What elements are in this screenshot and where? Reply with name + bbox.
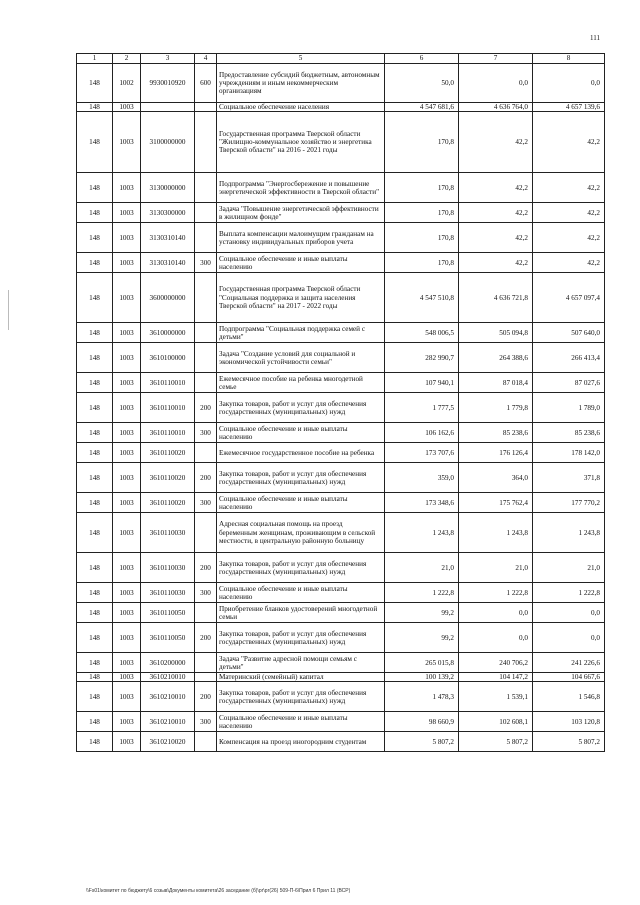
cell-col-1: 148	[77, 253, 113, 273]
cell-col-6: 173 707,6	[385, 443, 459, 463]
table-row	[77, 373, 605, 393]
cell-col-8: 1 789,0	[533, 393, 605, 423]
cell-col-1: 148	[77, 373, 113, 393]
table-row	[77, 732, 605, 752]
cell-col-8: 1 222,8	[533, 583, 605, 603]
cell-col-3: 3130310140	[141, 253, 195, 273]
cell-col-5: Социальное обеспечение и иные выплаты населению	[217, 423, 385, 443]
cell-col-1: 148	[77, 443, 113, 463]
cell-col-5: Социальное обеспечение и иные выплаты населению	[217, 253, 385, 273]
cell-col-8: 371,8	[533, 463, 605, 493]
cell-col-1: 148	[77, 273, 113, 323]
cell-col-7: 175 762,4	[459, 493, 533, 513]
cell-col-8: 266 413,4	[533, 343, 605, 373]
cell-col-3: 3610110050	[141, 603, 195, 623]
cell-col-7: 0,0	[459, 623, 533, 653]
cell-col-2: 1003	[113, 273, 141, 323]
scan-edge-mark	[8, 290, 9, 330]
cell-col-2: 1003	[113, 423, 141, 443]
cell-col-6: 1 243,8	[385, 513, 459, 553]
cell-col-5: Социальное обеспечение и иные выплаты населению	[217, 493, 385, 513]
cell-col-2: 1003	[113, 732, 141, 752]
cell-col-7: 1 222,8	[459, 583, 533, 603]
cell-col-4: 300	[195, 253, 217, 273]
cell-col-6: 170,8	[385, 253, 459, 273]
cell-col-6: 359,0	[385, 463, 459, 493]
cell-col-3: 3610000000	[141, 323, 195, 343]
cell-col-3: 3610100000	[141, 343, 195, 373]
cell-col-6: 50,0	[385, 64, 459, 103]
cell-col-2: 1003	[113, 653, 141, 673]
cell-col-7: 42,2	[459, 173, 533, 203]
column-header-4: 4	[195, 54, 217, 64]
table-row	[77, 393, 605, 423]
cell-col-4	[195, 732, 217, 752]
cell-col-2: 1003	[113, 323, 141, 343]
table-row	[77, 653, 605, 673]
cell-col-5: Государственная программа Тверской области "Социальная поддержка и защита населения Тверской области" на 2017 - 2022 годы	[217, 273, 385, 323]
cell-col-5: Закупка товаров, работ и услуг для обеспечения государственных (муниципальных) нужд	[217, 393, 385, 423]
cell-col-3: 3610110010	[141, 373, 195, 393]
cell-col-2: 1003	[113, 463, 141, 493]
cell-col-3: 3610110010	[141, 393, 195, 423]
cell-col-6: 99,2	[385, 603, 459, 623]
cell-col-4: 300	[195, 423, 217, 443]
cell-col-7: 264 388,6	[459, 343, 533, 373]
cell-col-4	[195, 273, 217, 323]
cell-col-5: Задача "Развитие адресной помощи семьям с детьми"	[217, 653, 385, 673]
cell-col-5: Социальное обеспечение и иные выплаты населению	[217, 712, 385, 732]
cell-col-1: 148	[77, 513, 113, 553]
table-row	[77, 463, 605, 493]
cell-col-5: Задача "Повышение энергетической эффективности в жилищном фонде"	[217, 203, 385, 223]
cell-col-6: 98 660,9	[385, 712, 459, 732]
cell-col-1: 148	[77, 553, 113, 583]
table-row	[77, 253, 605, 273]
cell-col-2: 1003	[113, 623, 141, 653]
table-row	[77, 712, 605, 732]
cell-col-2: 1002	[113, 64, 141, 103]
cell-col-5: Ежемесячное государственное пособие на ребенка	[217, 443, 385, 463]
cell-col-6: 21,0	[385, 553, 459, 583]
cell-col-2: 1003	[113, 712, 141, 732]
table-row	[77, 112, 605, 173]
cell-col-1: 148	[77, 112, 113, 173]
cell-col-5: Предоставление субсидий бюджетным, автономным учреждениям и иным некоммерческим организациям	[217, 64, 385, 103]
cell-col-7: 5 807,2	[459, 732, 533, 752]
cell-col-4	[195, 343, 217, 373]
table-row	[77, 173, 605, 203]
cell-col-7: 364,0	[459, 463, 533, 493]
cell-col-6: 282 990,7	[385, 343, 459, 373]
table-row	[77, 682, 605, 712]
cell-col-6: 5 807,2	[385, 732, 459, 752]
cell-col-7: 104 147,2	[459, 673, 533, 682]
cell-col-4	[195, 173, 217, 203]
cell-col-2: 1003	[113, 373, 141, 393]
cell-col-5: Закупка товаров, работ и услуг для обеспечения государственных (муниципальных) нужд	[217, 682, 385, 712]
cell-col-5: Закупка товаров, работ и услуг для обеспечения государственных (муниципальных) нужд	[217, 623, 385, 653]
cell-col-5: Закупка товаров, работ и услуг для обеспечения государственных (муниципальных) нужд	[217, 553, 385, 583]
cell-col-8: 21,0	[533, 553, 605, 583]
cell-col-7: 87 018,4	[459, 373, 533, 393]
cell-col-3: 3610210010	[141, 712, 195, 732]
cell-col-7: 0,0	[459, 603, 533, 623]
cell-col-6: 170,8	[385, 173, 459, 203]
cell-col-2: 1003	[113, 493, 141, 513]
cell-col-2: 1003	[113, 103, 141, 112]
cell-col-6: 100 139,2	[385, 673, 459, 682]
cell-col-8: 0,0	[533, 64, 605, 103]
cell-col-5: Социальное обеспечение и иные выплаты населению	[217, 583, 385, 603]
cell-col-1: 148	[77, 712, 113, 732]
cell-col-1: 148	[77, 173, 113, 203]
column-header-7: 7	[459, 54, 533, 64]
cell-col-1: 148	[77, 583, 113, 603]
cell-col-3: 3610110050	[141, 623, 195, 653]
cell-col-8: 4 657 139,6	[533, 103, 605, 112]
cell-col-8: 42,2	[533, 253, 605, 273]
cell-col-3: 3610110030	[141, 513, 195, 553]
table-row	[77, 493, 605, 513]
cell-col-2: 1003	[113, 583, 141, 603]
cell-col-4	[195, 673, 217, 682]
cell-col-8: 507 640,0	[533, 323, 605, 343]
cell-col-3: 3610110020	[141, 463, 195, 493]
cell-col-4	[195, 443, 217, 463]
cell-col-2: 1003	[113, 603, 141, 623]
cell-col-6: 1 478,3	[385, 682, 459, 712]
cell-col-8: 87 027,6	[533, 373, 605, 393]
cell-col-2: 1003	[113, 673, 141, 682]
cell-col-7: 0,0	[459, 64, 533, 103]
cell-col-8: 0,0	[533, 623, 605, 653]
cell-col-7: 4 636 721,8	[459, 273, 533, 323]
cell-col-5: Социальное обеспечение населения	[217, 103, 385, 112]
cell-col-5: Подпрограмма "Энергосбережение и повышение энергетической эффективности в Тверской области"	[217, 173, 385, 203]
cell-col-7: 21,0	[459, 553, 533, 583]
cell-col-7: 42,2	[459, 223, 533, 253]
cell-col-7: 4 636 764,0	[459, 103, 533, 112]
cell-col-7: 42,2	[459, 253, 533, 273]
cell-col-2: 1003	[113, 343, 141, 373]
table-row	[77, 623, 605, 653]
cell-col-8: 42,2	[533, 173, 605, 203]
cell-col-2: 1003	[113, 223, 141, 253]
cell-col-2: 1003	[113, 443, 141, 463]
cell-col-6: 4 547 681,6	[385, 103, 459, 112]
cell-col-1: 148	[77, 673, 113, 682]
cell-col-4: 200	[195, 623, 217, 653]
cell-col-5: Закупка товаров, работ и услуг для обеспечения государственных (муниципальных) нужд	[217, 463, 385, 493]
cell-col-3: 3610210020	[141, 732, 195, 752]
header-row	[77, 54, 605, 64]
cell-col-1: 148	[77, 623, 113, 653]
cell-col-5: Материнский (семейный) капитал	[217, 673, 385, 682]
cell-col-1: 148	[77, 393, 113, 423]
cell-col-4: 200	[195, 463, 217, 493]
table-body	[77, 64, 605, 752]
cell-col-3: 3130310140	[141, 223, 195, 253]
cell-col-7: 1 243,8	[459, 513, 533, 553]
cell-col-8: 177 770,2	[533, 493, 605, 513]
cell-col-4: 200	[195, 393, 217, 423]
cell-col-3: 3610110030	[141, 583, 195, 603]
cell-col-8: 42,2	[533, 112, 605, 173]
cell-col-7: 1 779,8	[459, 393, 533, 423]
cell-col-1: 148	[77, 682, 113, 712]
budget-table-container	[76, 53, 604, 752]
table-row	[77, 603, 605, 623]
cell-col-5: Государственная программа Тверской области "Жилищно-коммунальное хозяйство и энергетика Тверской области" на 2016 - 2021 годы	[217, 112, 385, 173]
cell-col-6: 170,8	[385, 203, 459, 223]
cell-col-4	[195, 112, 217, 173]
cell-col-4: 300	[195, 712, 217, 732]
cell-col-4: 200	[195, 682, 217, 712]
cell-col-2: 1003	[113, 253, 141, 273]
cell-col-5: Адресная социальная помощь на проезд беременным женщинам, проживающим в сельской местности, в центральную районную больницу	[217, 513, 385, 553]
cell-col-8: 178 142,0	[533, 443, 605, 463]
table-row	[77, 103, 605, 112]
cell-col-4: 200	[195, 553, 217, 583]
cell-col-1: 148	[77, 423, 113, 443]
column-header-3: 3	[141, 54, 195, 64]
table-row	[77, 553, 605, 583]
cell-col-7: 42,2	[459, 203, 533, 223]
cell-col-8: 103 120,8	[533, 712, 605, 732]
table-row	[77, 673, 605, 682]
cell-col-1: 148	[77, 493, 113, 513]
column-header-5: 5	[217, 54, 385, 64]
column-header-6: 6	[385, 54, 459, 64]
page-number: 111	[590, 34, 600, 42]
cell-col-8: 4 657 097,4	[533, 273, 605, 323]
cell-col-1: 148	[77, 653, 113, 673]
cell-col-4	[195, 373, 217, 393]
cell-col-5: Подпрограмма "Социальная поддержка семей с детьми"	[217, 323, 385, 343]
cell-col-7: 42,2	[459, 112, 533, 173]
cell-col-2: 1003	[113, 513, 141, 553]
table-row	[77, 223, 605, 253]
cell-col-6: 106 162,6	[385, 423, 459, 443]
cell-col-1: 148	[77, 603, 113, 623]
cell-col-3: 3100000000	[141, 112, 195, 173]
cell-col-4	[195, 323, 217, 343]
cell-col-6: 99,2	[385, 623, 459, 653]
cell-col-1: 148	[77, 64, 113, 103]
cell-col-2: 1003	[113, 682, 141, 712]
cell-col-6: 4 547 510,8	[385, 273, 459, 323]
cell-col-6: 548 006,5	[385, 323, 459, 343]
table-row	[77, 513, 605, 553]
budget-table	[76, 53, 605, 752]
cell-col-4	[195, 203, 217, 223]
cell-col-3: 3600000000	[141, 273, 195, 323]
cell-col-2: 1003	[113, 553, 141, 583]
cell-col-6: 107 940,1	[385, 373, 459, 393]
cell-col-3: 3130000000	[141, 173, 195, 203]
cell-col-2: 1003	[113, 203, 141, 223]
cell-col-3: 3610110030	[141, 553, 195, 583]
cell-col-2: 1003	[113, 112, 141, 173]
table-row	[77, 203, 605, 223]
cell-col-7: 240 706,2	[459, 653, 533, 673]
cell-col-4: 300	[195, 583, 217, 603]
cell-col-3: 3610110010	[141, 423, 195, 443]
column-header-1: 1	[77, 54, 113, 64]
cell-col-3: 3130300000	[141, 203, 195, 223]
cell-col-2: 1003	[113, 393, 141, 423]
cell-col-7: 1 539,1	[459, 682, 533, 712]
table-row	[77, 343, 605, 373]
cell-col-4	[195, 513, 217, 553]
cell-col-8: 104 667,6	[533, 673, 605, 682]
cell-col-4	[195, 103, 217, 112]
cell-col-6: 170,8	[385, 223, 459, 253]
cell-col-1: 148	[77, 203, 113, 223]
cell-col-6: 173 348,6	[385, 493, 459, 513]
column-header-2: 2	[113, 54, 141, 64]
cell-col-8: 5 807,2	[533, 732, 605, 752]
cell-col-6: 1 222,8	[385, 583, 459, 603]
table-row	[77, 583, 605, 603]
cell-col-8: 241 226,6	[533, 653, 605, 673]
cell-col-8: 42,2	[533, 223, 605, 253]
table-row	[77, 273, 605, 323]
cell-col-3: 3610200000	[141, 653, 195, 673]
cell-col-3: 3610210010	[141, 673, 195, 682]
table-row	[77, 423, 605, 443]
cell-col-3: 3610110020	[141, 443, 195, 463]
cell-col-6: 1 777,5	[385, 393, 459, 423]
cell-col-1: 148	[77, 463, 113, 493]
cell-col-6: 265 015,8	[385, 653, 459, 673]
cell-col-6: 170,8	[385, 112, 459, 173]
cell-col-3	[141, 103, 195, 112]
column-header-8: 8	[533, 54, 605, 64]
cell-col-3: 3610110020	[141, 493, 195, 513]
cell-col-1: 148	[77, 343, 113, 373]
cell-col-7: 505 094,8	[459, 323, 533, 343]
table-row	[77, 64, 605, 103]
cell-col-7: 102 608,1	[459, 712, 533, 732]
cell-col-8: 42,2	[533, 203, 605, 223]
cell-col-3: 3610210010	[141, 682, 195, 712]
cell-col-7: 85 238,6	[459, 423, 533, 443]
cell-col-1: 148	[77, 732, 113, 752]
cell-col-2: 1003	[113, 173, 141, 203]
table-row	[77, 323, 605, 343]
cell-col-7: 176 126,4	[459, 443, 533, 463]
cell-col-4	[195, 653, 217, 673]
cell-col-8: 85 238,6	[533, 423, 605, 443]
cell-col-8: 1 243,8	[533, 513, 605, 553]
cell-col-4	[195, 223, 217, 253]
cell-col-5: Компенсация на проезд иногородним студентам	[217, 732, 385, 752]
cell-col-5: Задача "Создание условий для социальной и экономической устойчивости семьи"	[217, 343, 385, 373]
cell-col-5: Приобретение бланков удостоверений многодетной семьи	[217, 603, 385, 623]
cell-col-3: 9930010920	[141, 64, 195, 103]
cell-col-1: 148	[77, 223, 113, 253]
cell-col-8: 1 546,8	[533, 682, 605, 712]
cell-col-1: 148	[77, 323, 113, 343]
cell-col-1: 148	[77, 103, 113, 112]
cell-col-4	[195, 603, 217, 623]
cell-col-4: 300	[195, 493, 217, 513]
cell-col-4: 600	[195, 64, 217, 103]
footer-file-path: \\Fs01\комитет по бюджету\6 созыв\Документы комитета\26 заседание (б)\рг\рг(26) 509-П-6\Прил 6 Прил 11 (ВСР)	[86, 888, 351, 894]
cell-col-5: Выплата компенсации малоимущим гражданам на установку индивидуальных приборов учета	[217, 223, 385, 253]
cell-col-8: 0,0	[533, 603, 605, 623]
table-row	[77, 443, 605, 463]
cell-col-5: Ежемесячное пособие на ребенка многодетной семье	[217, 373, 385, 393]
